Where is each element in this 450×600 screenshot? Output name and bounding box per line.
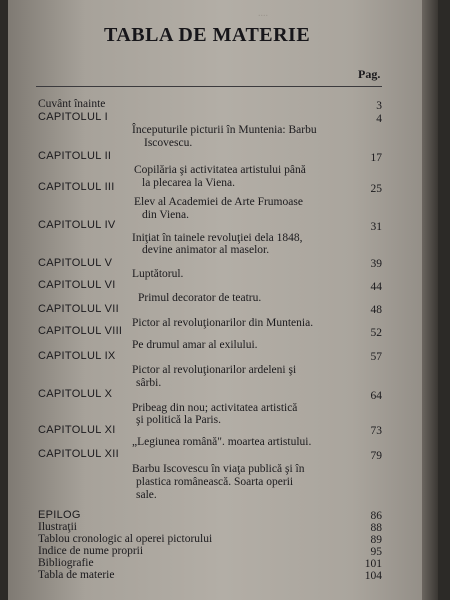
- toc-page-epilogue: 86: [370, 510, 382, 522]
- toc-page-11: 73: [370, 425, 382, 437]
- toc-desc-12b: plastica românească. Soarta operii: [136, 476, 294, 488]
- toc-label-index: Indice de nume proprii: [38, 545, 144, 557]
- toc-page-chronology: 89: [370, 534, 382, 546]
- toc-page-10: 64: [370, 390, 382, 402]
- toc-chapter-5: CAPITOLUL V: [38, 257, 113, 269]
- toc-desc-3b: din Viena.: [142, 209, 190, 221]
- toc-chapter-2: CAPITOLUL II: [38, 150, 112, 162]
- toc-label-epilogue: EPILOG: [38, 509, 81, 521]
- toc-page-4: 31: [370, 221, 382, 233]
- toc-desc-10a: Pribeag din nou; activitatea artistică: [132, 402, 298, 414]
- toc-desc-4b: devine animator al maselor.: [142, 244, 270, 256]
- page-title: TABLA DE MATERIE: [104, 24, 311, 46]
- toc-chapter-11: CAPITOLUL XI: [38, 424, 116, 436]
- toc-page-1: 4: [376, 113, 382, 125]
- toc-desc-9b: sârbi.: [136, 377, 162, 389]
- toc-chapter-3: CAPITOLUL III: [38, 181, 115, 193]
- toc-page-5: 39: [370, 258, 382, 270]
- toc-page-3: 25: [370, 183, 382, 195]
- toc-chapter-4: CAPITOLUL IV: [38, 219, 116, 231]
- toc-desc-7a: Pictor al revoluţionarilor din Muntenia.: [132, 317, 314, 329]
- toc-page-9: 57: [370, 351, 382, 363]
- toc-desc-1a: Începuturile picturii în Muntenia: Barbu: [132, 124, 317, 136]
- toc-desc-8a: Pe drumul amar al exilului.: [132, 339, 258, 351]
- toc-desc-9a: Pictor al revoluţionarilor ardeleni şi: [132, 364, 297, 376]
- header-rule: [36, 86, 382, 87]
- toc-page-illustrations: 88: [370, 522, 382, 534]
- toc-chapter-8: CAPITOLUL VIII: [38, 325, 123, 337]
- show-through-text: ....: [258, 8, 268, 19]
- toc-desc-3a: Elev al Academiei de Arte Frumoase: [134, 196, 303, 208]
- toc-page-2: 17: [370, 152, 382, 164]
- toc-chapter-10: CAPITOLUL X: [38, 388, 113, 400]
- toc-label-chronology: Tablou cronologic al operei pictorului: [38, 533, 213, 545]
- toc-label-foreword: Cuvânt înainte: [38, 98, 106, 110]
- toc-desc-2a: Copilăria şi activitatea artistului până: [134, 164, 306, 176]
- toc-desc-2b: la plecarea la Viena.: [142, 177, 235, 189]
- toc-desc-6a: Primul decorator de teatru.: [138, 292, 262, 304]
- toc-chapter-9: CAPITOLUL IX: [38, 350, 116, 362]
- page-column-header: Pag.: [358, 67, 381, 81]
- toc-label-illustrations: Ilustraţii: [38, 521, 77, 533]
- toc-label-bibliography: Bibliografie: [38, 557, 94, 569]
- toc-page-contents: 104: [364, 570, 382, 582]
- toc-label-contents: Tabla de materie: [38, 569, 115, 581]
- toc-chapter-12: CAPITOLUL XII: [38, 448, 119, 460]
- toc-page-index: 95: [370, 546, 382, 558]
- toc-desc-10b: şi politică la Paris.: [136, 414, 221, 426]
- book-spine: [422, 0, 438, 600]
- toc-desc-11a: „Legiunea română". moartea artistului.: [132, 436, 312, 448]
- toc-page-foreword: 3: [376, 100, 382, 112]
- toc-desc-5a: Luptătorul.: [132, 268, 184, 280]
- toc-page-6: 44: [370, 281, 382, 293]
- book-page: [8, 0, 438, 600]
- toc-desc-12c: sale.: [136, 489, 157, 501]
- toc-page-bibliography: 101: [364, 558, 382, 570]
- toc-page-12: 79: [370, 450, 382, 462]
- toc-chapter-6: CAPITOLUL VI: [38, 279, 116, 291]
- toc-chapter-1: CAPITOLUL I: [38, 111, 108, 123]
- toc-chapter-7: CAPITOLUL VII: [38, 303, 119, 315]
- toc-page-7: 48: [370, 304, 382, 316]
- toc-desc-4a: Iniţiat în tainele revoluţiei dela 1848,: [132, 232, 303, 244]
- toc-page-8: 52: [370, 327, 382, 339]
- toc-desc-1b: Iscovescu.: [144, 137, 193, 149]
- toc-desc-12a: Barbu Iscovescu în viaţa publică şi în: [132, 463, 305, 475]
